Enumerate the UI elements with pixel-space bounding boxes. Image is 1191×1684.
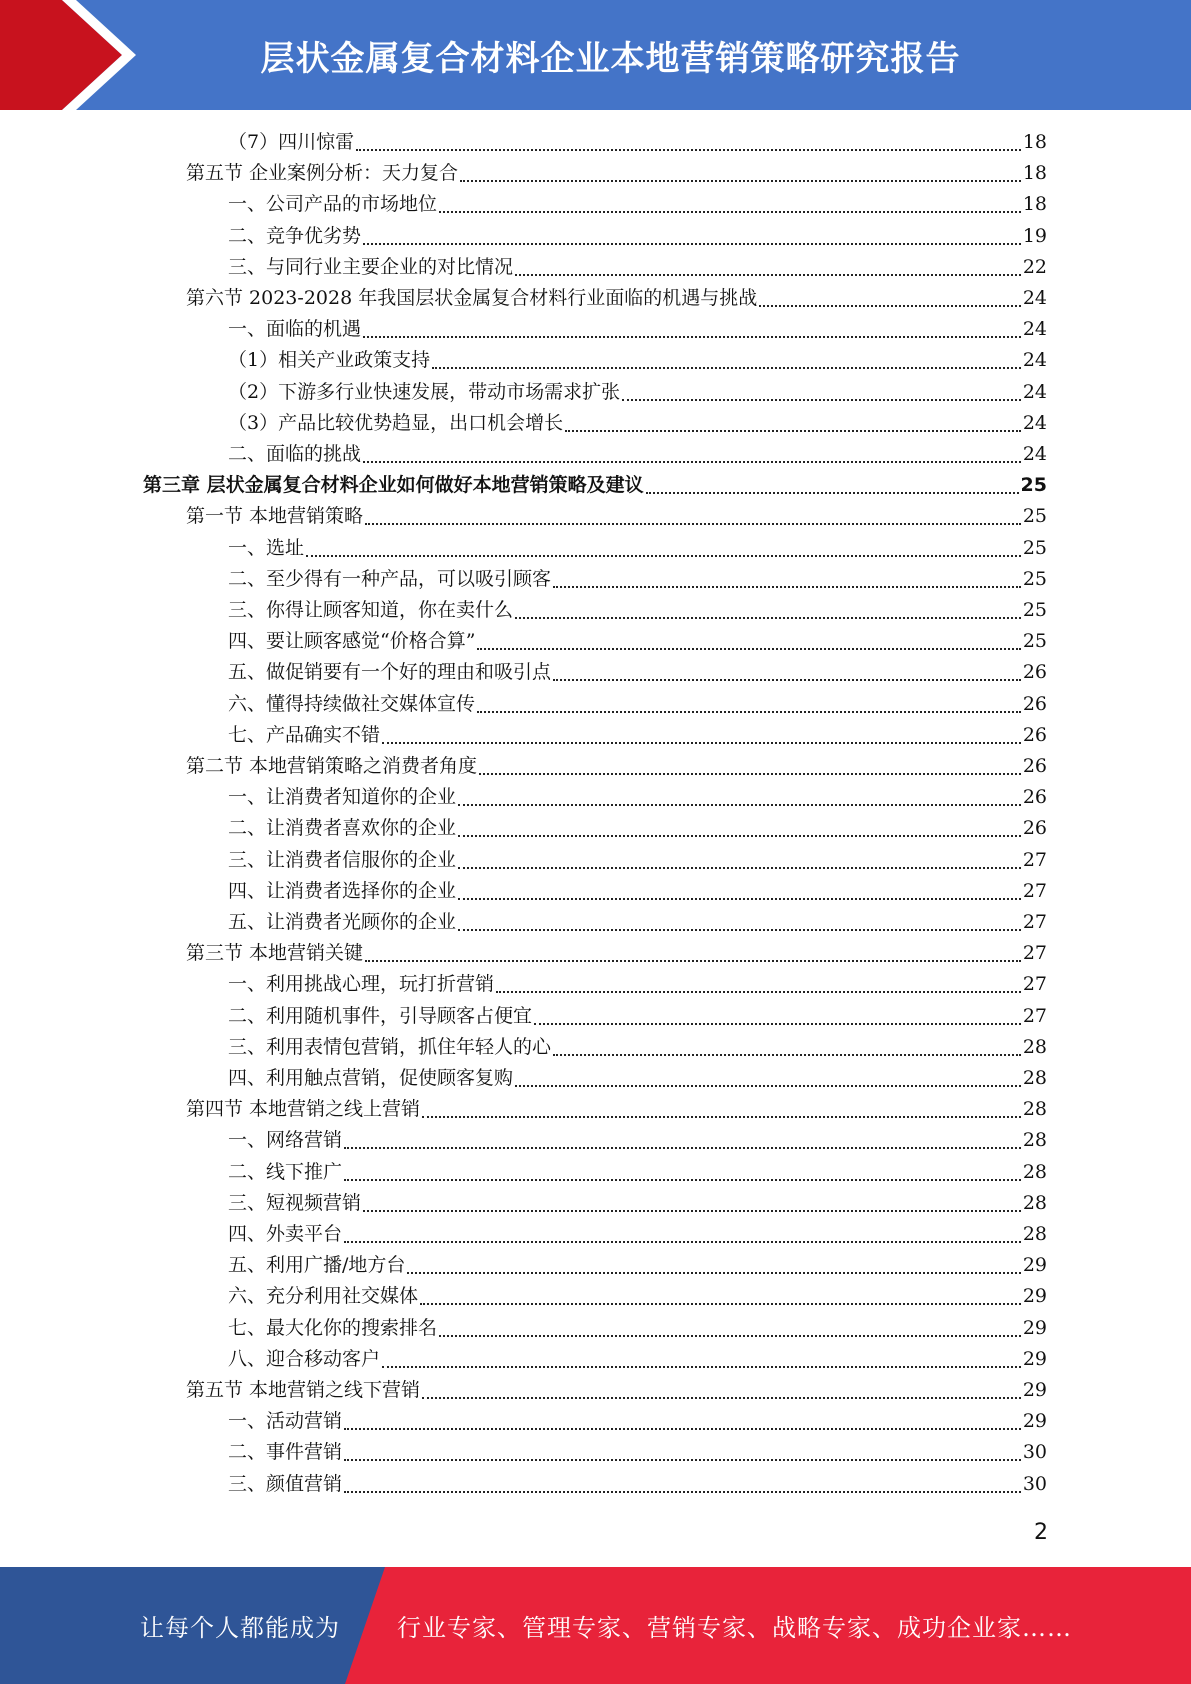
toc-entry-page: 27 xyxy=(1022,1004,1047,1027)
toc-dot-leader xyxy=(496,990,1021,993)
toc-entry-title: 三、短视频营销 xyxy=(228,1191,362,1214)
toc-entry-page: 29 xyxy=(1022,1316,1047,1339)
toc-dot-leader xyxy=(422,1115,1021,1118)
toc-entry-title: 二、线下推广 xyxy=(228,1160,343,1183)
toc-entry[interactable] xyxy=(228,876,1047,907)
toc-entry-page: 26 xyxy=(1022,817,1047,840)
toc-dot-leader xyxy=(515,1084,1021,1087)
toc-dot-leader xyxy=(306,554,1021,557)
toc-entry[interactable] xyxy=(186,938,1047,969)
toc-entry-title: 四、要让顾客感觉“价格合算” xyxy=(228,630,476,653)
toc-dot-leader xyxy=(356,148,1021,151)
toc-entry[interactable] xyxy=(228,408,1047,439)
toc-dot-leader xyxy=(458,803,1021,806)
toc-entry-title: 八、迎合移动客户 xyxy=(228,1347,381,1370)
toc-dot-leader xyxy=(515,273,1021,276)
toc-entry-page: 26 xyxy=(1022,692,1047,715)
toc-entry-title: 第三章 层状金属复合材料企业如何做好本地营销策略及建议 xyxy=(143,474,644,497)
toc-entry-title: 四、让消费者选择你的企业 xyxy=(228,879,457,902)
toc-dot-leader xyxy=(553,1053,1021,1056)
toc-entry-page: 24 xyxy=(1022,318,1047,341)
toc-entry[interactable] xyxy=(228,1281,1047,1312)
toc-dot-leader xyxy=(458,897,1021,900)
toc-entry-title: 第五节 企业案例分析：天力复合 xyxy=(186,162,459,185)
toc-dot-leader xyxy=(344,1490,1021,1493)
toc-entry-page: 28 xyxy=(1022,1129,1047,1152)
toc-entry-page: 27 xyxy=(1022,848,1047,871)
toc-entry-title: 三、利用表情包营销，抓住年轻人的心 xyxy=(228,1035,552,1058)
toc-entry-title: 五、做促销要有一个好的理由和吸引点 xyxy=(228,661,552,684)
toc-dot-leader xyxy=(407,1271,1020,1274)
toc-entry[interactable] xyxy=(228,377,1047,408)
footer-slogan-right: 行业专家、管理专家、营销专家、战略专家、成功企业家…… xyxy=(397,1614,1072,1642)
toc-dot-leader xyxy=(432,366,1021,369)
toc-entry[interactable] xyxy=(228,1063,1047,1094)
toc-entry-title: （7）四川惊雷 xyxy=(228,131,355,153)
toc-entry-title: 第四节 本地营销之线上营销 xyxy=(186,1098,421,1121)
toc-dot-leader xyxy=(553,678,1021,681)
toc-dot-leader xyxy=(382,1365,1021,1368)
toc-entry[interactable] xyxy=(228,1406,1047,1437)
toc-entry-title: 第三节 本地营销关键 xyxy=(186,942,364,965)
toc-dot-leader xyxy=(365,522,1021,525)
toc-entry-page: 18 xyxy=(1022,162,1047,185)
toc-entry-title: 四、外卖平台 xyxy=(228,1223,343,1245)
toc-entry-title: （1）相关产业政策支持 xyxy=(228,349,431,372)
toc-entry-page: 26 xyxy=(1022,755,1047,777)
toc-dot-leader xyxy=(363,1209,1021,1212)
toc-entry-page: 18 xyxy=(1022,131,1047,153)
toc-entry-page: 28 xyxy=(1022,1098,1047,1121)
toc-entry[interactable] xyxy=(228,1125,1047,1156)
toc-entry[interactable] xyxy=(228,1313,1047,1344)
toc-entry-title: 六、充分利用社交媒体 xyxy=(228,1285,419,1308)
toc-entry-title: 七、产品确实不错 xyxy=(228,723,381,746)
toc-entry-page: 29 xyxy=(1022,1285,1047,1308)
toc-entry-page: 26 xyxy=(1022,786,1047,809)
toc-entry[interactable] xyxy=(228,439,1047,470)
toc-dot-leader xyxy=(363,335,1021,338)
toc-entry-page: 26 xyxy=(1022,723,1047,746)
toc-entry-title: （2）下游多行业快速发展，带动市场需求扩张 xyxy=(228,380,621,403)
toc-entry[interactable] xyxy=(228,845,1047,876)
toc-entry[interactable] xyxy=(228,1157,1047,1188)
toc-dot-leader xyxy=(344,1178,1021,1181)
toc-dot-leader xyxy=(439,210,1021,213)
toc-entry-title: 一、让消费者知道你的企业 xyxy=(228,786,457,809)
toc-entry[interactable] xyxy=(186,751,1047,782)
toc-dot-leader xyxy=(344,1146,1021,1149)
toc-entry[interactable] xyxy=(228,1469,1047,1500)
toc-entry-page: 28 xyxy=(1022,1035,1047,1058)
toc-entry-title: 六、懂得持续做社交媒体宣传 xyxy=(228,692,476,715)
toc-entry[interactable] xyxy=(228,189,1047,220)
toc-entry-title: 三、让消费者信服你的企业 xyxy=(228,848,457,871)
toc-dot-leader xyxy=(759,304,1021,307)
toc-entry-title: 一、活动营销 xyxy=(228,1410,343,1433)
toc-entry-page: 28 xyxy=(1022,1223,1047,1245)
toc-dot-leader xyxy=(365,959,1021,962)
toc-entry-page: 28 xyxy=(1022,1067,1047,1089)
toc-entry-title: 五、利用广播/地方台 xyxy=(228,1254,406,1277)
toc-entry-page: 27 xyxy=(1022,879,1047,902)
toc-entry-page: 25 xyxy=(1022,630,1047,653)
toc-entry[interactable] xyxy=(228,969,1047,1000)
toc-entry[interactable] xyxy=(186,1094,1047,1125)
toc-entry[interactable] xyxy=(186,501,1047,532)
toc-entry-page: 24 xyxy=(1022,443,1047,465)
toc-dot-leader xyxy=(477,647,1020,650)
toc-entry[interactable] xyxy=(186,158,1047,189)
toc-dot-leader xyxy=(515,616,1021,619)
toc-entry[interactable] xyxy=(228,1437,1047,1468)
toc-dot-leader xyxy=(344,1240,1021,1243)
toc-dot-leader xyxy=(420,1302,1021,1305)
toc-entry-page: 22 xyxy=(1022,255,1047,278)
header-red-chevron xyxy=(0,0,150,110)
toc-entry-page: 30 xyxy=(1022,1441,1047,1464)
toc-dot-leader xyxy=(553,585,1021,588)
toc-entry-page: 24 xyxy=(1022,380,1047,403)
toc-entry[interactable] xyxy=(228,127,1047,158)
toc-entry-title: 第六节 2023-2028 年我国层状金属复合材料行业面临的机遇与挑战 xyxy=(186,287,758,309)
toc-entry-title: 七、最大化你的搜索排名 xyxy=(228,1316,438,1339)
toc-entry-title: 三、颜值营销 xyxy=(228,1472,343,1495)
toc-entry[interactable] xyxy=(228,626,1047,657)
toc-dot-leader xyxy=(363,242,1021,245)
toc-dot-leader xyxy=(363,460,1021,463)
toc-entry-page: 29 xyxy=(1022,1254,1047,1277)
toc-entry[interactable] xyxy=(228,345,1047,376)
toc-entry-title: 二、让消费者喜欢你的企业 xyxy=(228,817,457,840)
toc-entry-title: 一、网络营销 xyxy=(228,1129,343,1152)
toc-entry-title: 二、面临的挑战 xyxy=(228,443,362,465)
toc-entry[interactable] xyxy=(228,595,1047,626)
toc-entry-title: 一、选址 xyxy=(228,536,305,559)
toc-entry[interactable] xyxy=(228,314,1047,345)
toc-entry-title: 四、利用触点营销，促使顾客复购 xyxy=(228,1067,514,1089)
toc-entry-title: 一、利用挑战心理，玩打折营销 xyxy=(228,973,495,996)
toc-entry-page: 25 xyxy=(1022,536,1047,559)
toc-entry[interactable] xyxy=(228,907,1047,938)
toc-entry-title: （3）产品比较优势趋显，出口机会增长 xyxy=(228,411,564,434)
toc-dot-leader xyxy=(458,834,1021,837)
toc-entry[interactable] xyxy=(228,1250,1047,1281)
toc-entry-title: 三、你得让顾客知道，你在卖什么 xyxy=(228,599,514,621)
toc-entry[interactable] xyxy=(228,221,1047,252)
toc-entry-title: 一、面临的机遇 xyxy=(228,318,362,341)
toc-entry[interactable] xyxy=(228,533,1047,564)
toc-dot-leader xyxy=(622,398,1021,401)
toc-entry-title: 第五节 本地营销之线下营销 xyxy=(186,1379,421,1401)
toc-entry[interactable] xyxy=(228,813,1047,844)
toc-entry-title: 二、利用随机事件，引导顾客占便宜 xyxy=(228,1004,533,1027)
toc-entry-title: 三、与同行业主要企业的对比情况 xyxy=(228,255,514,278)
toc-entry-page: 29 xyxy=(1022,1379,1047,1401)
toc-entry[interactable] xyxy=(186,1375,1047,1406)
toc-entry-page: 26 xyxy=(1022,661,1047,684)
toc-entry-title: 第二节 本地营销策略之消费者角度 xyxy=(186,755,478,777)
toc-entry-page: 27 xyxy=(1022,911,1047,933)
toc-entry[interactable] xyxy=(228,1001,1047,1032)
toc-entry[interactable] xyxy=(228,782,1047,813)
toc-entry[interactable] xyxy=(228,657,1047,688)
report-title: 层状金属复合材料企业本地营销策略研究报告 xyxy=(260,38,961,79)
toc-entry-title: 二、竞争优劣势 xyxy=(228,224,362,247)
toc-entry-page: 25 xyxy=(1022,567,1047,590)
toc-dot-leader xyxy=(646,491,1019,494)
toc-entry-page: 25 xyxy=(1022,505,1047,528)
toc-entry[interactable] xyxy=(228,689,1047,720)
page-number: 2 xyxy=(1034,1520,1048,1545)
toc-entry-page: 25 xyxy=(1020,474,1047,497)
toc-entry-page: 18 xyxy=(1022,193,1047,216)
toc-entry[interactable] xyxy=(228,720,1047,751)
footer-banner xyxy=(0,1567,1191,1684)
toc-dot-leader xyxy=(479,772,1021,775)
toc-dot-leader xyxy=(477,710,1021,713)
toc-dot-leader xyxy=(344,1427,1021,1430)
toc-dot-leader xyxy=(458,866,1021,869)
toc-entry-page: 30 xyxy=(1022,1472,1047,1495)
toc-entry-page: 27 xyxy=(1022,973,1047,996)
toc-entry[interactable] xyxy=(143,470,1047,501)
toc-dot-leader xyxy=(458,928,1021,931)
toc-entry[interactable] xyxy=(186,283,1047,314)
toc-entry-page: 28 xyxy=(1022,1160,1047,1183)
toc-entry[interactable] xyxy=(228,564,1047,595)
toc-dot-leader xyxy=(382,741,1021,744)
toc-entry[interactable] xyxy=(228,1344,1047,1375)
toc-entry-page: 19 xyxy=(1022,224,1047,247)
toc-dot-leader xyxy=(565,429,1021,432)
toc-dot-leader xyxy=(439,1334,1021,1337)
toc-entry-page: 29 xyxy=(1022,1410,1047,1433)
toc-entry-title: 五、让消费者光顾你的企业 xyxy=(228,911,457,933)
toc-entry-title: 二、事件营销 xyxy=(228,1441,343,1464)
footer-slogan-left: 让每个人都能成为 xyxy=(140,1614,340,1642)
toc-dot-leader xyxy=(344,1458,1021,1461)
report-header xyxy=(0,0,1191,110)
toc-entry-title: 第一节 本地营销策略 xyxy=(186,505,364,528)
toc-entry[interactable] xyxy=(228,1032,1047,1063)
toc-entry[interactable] xyxy=(228,1188,1047,1219)
toc-entry[interactable] xyxy=(228,1219,1047,1250)
toc-dot-leader xyxy=(534,1022,1021,1025)
toc-entry-page: 24 xyxy=(1022,287,1047,309)
toc-dot-leader xyxy=(422,1396,1021,1399)
toc-entry-page: 29 xyxy=(1022,1347,1047,1370)
toc-entry-title: 一、公司产品的市场地位 xyxy=(228,193,438,216)
toc-dot-leader xyxy=(460,179,1021,182)
toc-entry-page: 24 xyxy=(1022,349,1047,372)
toc-entry-title: 二、至少得有一种产品，可以吸引顾客 xyxy=(228,567,552,590)
toc-entry-page: 28 xyxy=(1022,1191,1047,1214)
toc-entry-page: 24 xyxy=(1022,411,1047,434)
toc-entry-page: 27 xyxy=(1022,942,1047,965)
toc-entry-page: 25 xyxy=(1022,599,1047,621)
toc-entry[interactable] xyxy=(228,252,1047,283)
